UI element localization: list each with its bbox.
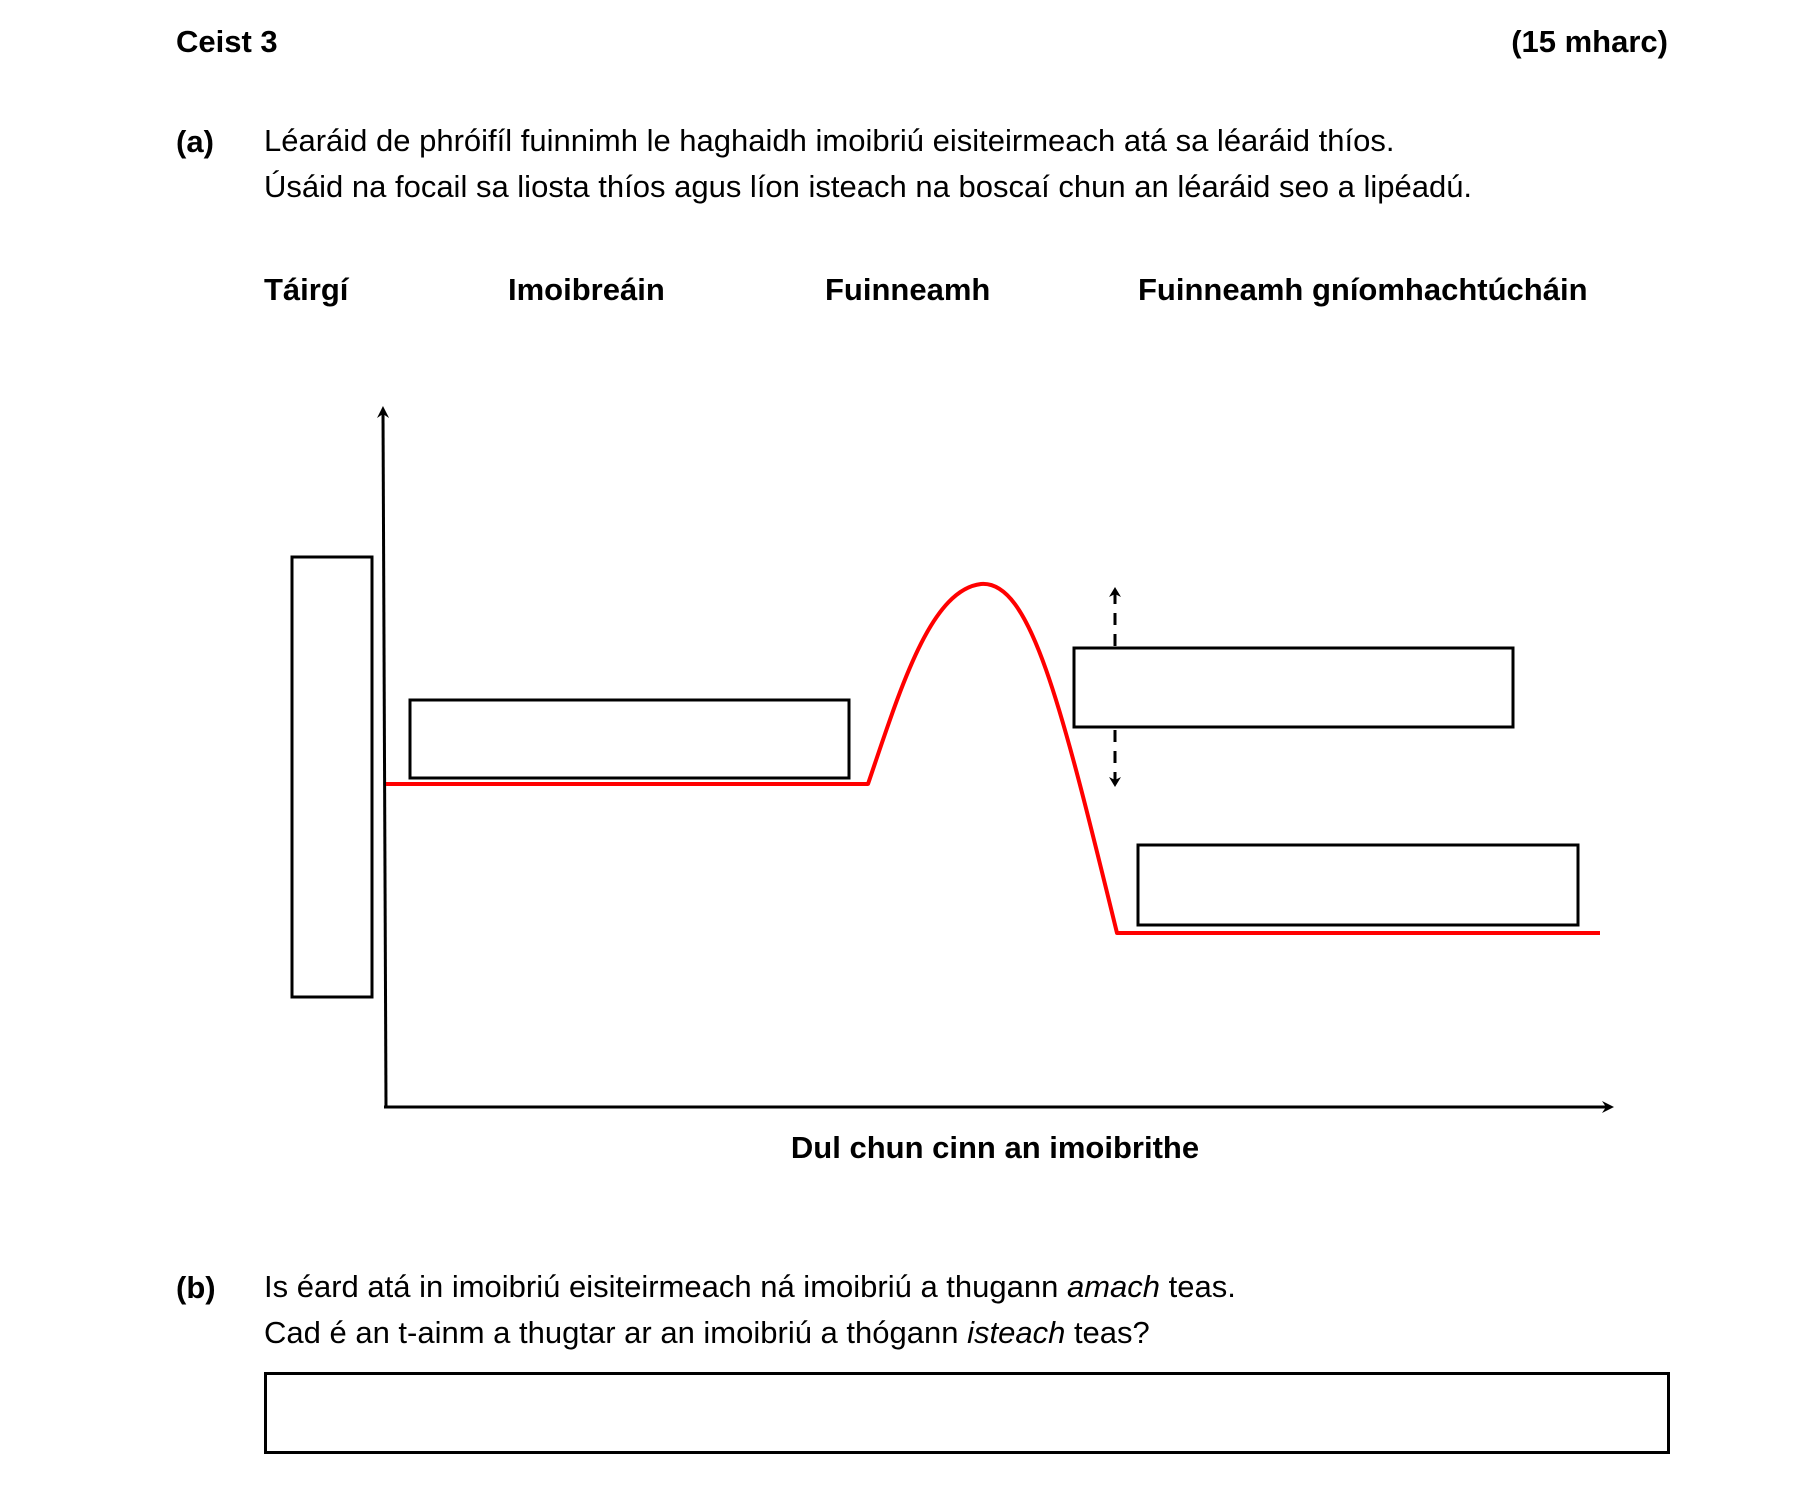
part-b-answer-box[interactable]	[264, 1372, 1670, 1454]
part-b-line-2-end: teas?	[1065, 1315, 1150, 1350]
part-b-line-2-emphasis: isteach	[967, 1315, 1066, 1350]
part-a-line-2: Úsáid na focail sa liosta thíos agus líon isteach na boscaí chun an léaráid seo a lipéadú.	[264, 169, 1473, 204]
y-axis	[383, 412, 386, 1107]
question-title: Ceist 3	[176, 24, 278, 59]
part-b-line-1-emphasis: amach	[1066, 1269, 1161, 1304]
part-b-line-1	[264, 1264, 1236, 1310]
part-b-line-2-text: Cad é an t-ainm a thugtar ar an imoibriú a thógann	[264, 1315, 968, 1350]
part-b-label: (b)	[176, 1270, 216, 1305]
word-list-item-activation-energy: Fuinneamh gníomhachtúcháin	[1138, 272, 1588, 307]
word-list-item-reactants: Imoibreáin	[508, 272, 665, 307]
products-label-box[interactable]	[1138, 845, 1578, 925]
question-marks: (15 mharc)	[1511, 24, 1668, 59]
part-a-label: (a)	[176, 124, 214, 159]
part-b-line-2	[264, 1310, 1236, 1356]
part-b-question	[264, 1264, 1236, 1356]
word-list-item-energy: Fuinneamh	[825, 272, 991, 307]
x-axis-label: Dul chun cinn an imoibrithe	[790, 1130, 1200, 1165]
y-axis-label-box[interactable]	[292, 557, 372, 997]
activation-energy-label-box[interactable]	[1074, 648, 1513, 727]
part-b-line-1-text: Is éard atá in imoibriú eisiteirmeach ná imoibriú a thugann	[264, 1269, 1067, 1304]
part-b-line-1-end: teas.	[1160, 1269, 1236, 1304]
reactants-label-box[interactable]	[410, 700, 849, 778]
part-a-line-1: Léaráid de phróifíl fuinnimh le haghaidh imoibriú eisiteirmeach atá sa léaráid thíos.	[264, 123, 1395, 158]
word-list-item-products: Táirgí	[264, 272, 349, 307]
